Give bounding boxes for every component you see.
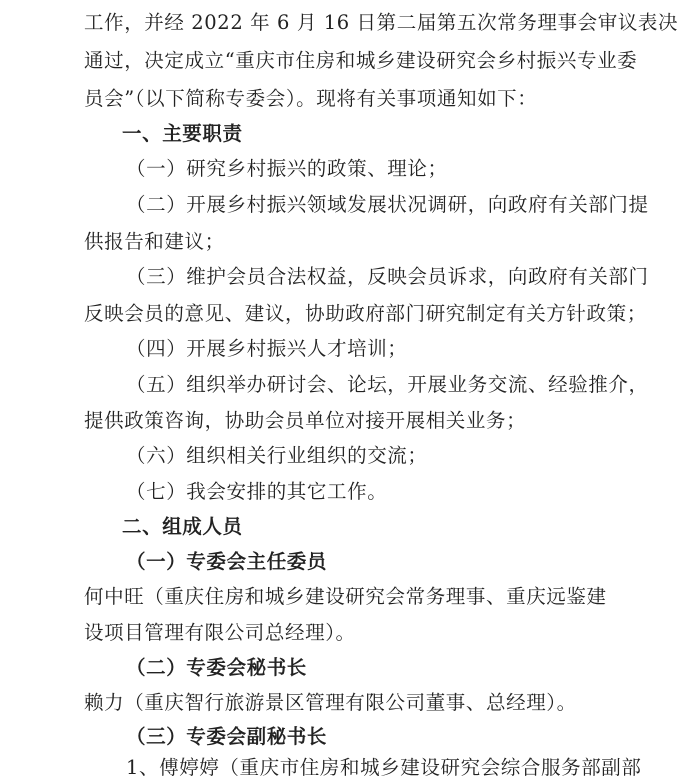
- intro-line-1: 工作，并经 2022 年 6 月 16 日第二届第五次常务理事会审议表决: [84, 11, 679, 34]
- subsection-deputy-secretary-title: （三）专委会副秘书长: [126, 725, 328, 748]
- subsection-secretary-title: （二）专委会秘书长: [126, 656, 307, 679]
- deputy-secretary-line-1: 1、傅婷婷（重庆市住房和城乡建设研究会综合服务部副部: [126, 756, 642, 779]
- director-line-2: 设项目管理有限公司总经理）。: [84, 621, 356, 644]
- duty-item-3-cont: 反映会员的意见、建议，协助政府部门研究制定有关方针政策；: [84, 302, 647, 325]
- duty-item-5: （五）组织举办研讨会、论坛，开展业务交流、经验推介，: [126, 373, 649, 396]
- intro-line-3: 员会”（以下简称专委会）。现将有关事项通知如下：: [84, 87, 538, 110]
- duty-item-6: （六）组织相关行业组织的交流；: [126, 444, 428, 467]
- duty-item-2: （二）开展乡村振兴领域发展状况调研，向政府有关部门提: [126, 193, 649, 216]
- duty-item-3: （三）维护会员合法权益，反映会员诉求，向政府有关部门: [126, 265, 649, 288]
- secretary-line-1: 赖力（重庆智行旅游景区管理有限公司董事、总经理）。: [84, 691, 577, 714]
- intro-line-2: 通过，决定成立“重庆市住房和城乡建设研究会乡村振兴专业委: [84, 49, 638, 72]
- duty-item-5-cont: 提供政策咨询，协助会员单位对接开展相关业务；: [84, 409, 527, 432]
- duty-item-1: （一）研究乡村振兴的政策、理论；: [126, 157, 448, 180]
- section-heading-duties: 一、主要职责: [122, 122, 243, 145]
- director-line-1: 何中旺（重庆住房和城乡建设研究会常务理事、重庆远鉴建: [84, 585, 607, 608]
- subsection-director-title: （一）专委会主任委员: [126, 550, 328, 573]
- duty-item-7: （七）我会安排的其它工作。: [126, 480, 388, 503]
- duty-item-4: （四）开展乡村振兴人才培训；: [126, 337, 408, 360]
- duty-item-2-cont: 供报告和建议；: [84, 230, 225, 253]
- section-heading-members: 二、组成人员: [122, 515, 243, 538]
